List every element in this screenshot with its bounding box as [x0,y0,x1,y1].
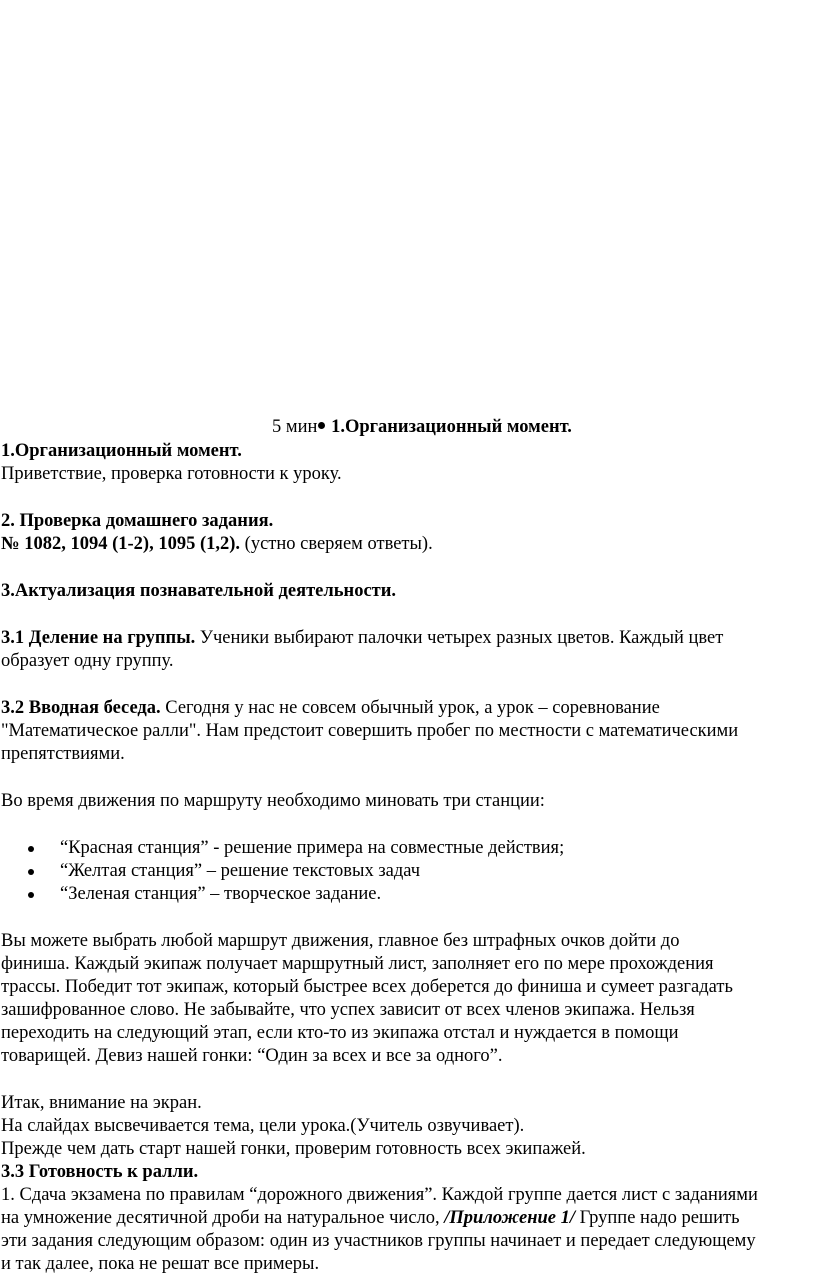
rules-line: трассы. Победит тот экипаж, который быстрее всех доберется до финиша и сумеет разгадать [1,977,733,997]
homework-note: (устно сверяем ответы). [240,534,433,554]
document-body [1,416,815,1276]
rules-line: переходить на следующий этап, если кто-то из экипажа отстал и нуждается в помощи [1,1023,679,1043]
stage-duration: 5 мин [272,417,318,437]
readiness-line1: 1. Сдача экзамена по правилам “дорожного движения”. Каждой группе дается лист с заданиями [1,1185,758,1205]
readiness-line3: эти задания следующим образом: один из участников группы начинает и передает следующему [1,1231,756,1251]
lesson-stage-header [1,416,815,439]
section-org-heading: 1.Организационный момент. [1,441,242,461]
screen-line1: Итак, внимание на экран. [1,1093,202,1113]
section-intro-line3: препятствиями. [1,744,125,764]
bullet-icon [28,869,34,875]
section-intro-line1: 3.2 Вводная беседа. Сегодня у нас не совсем обычный урок, а урок – соревнование [1,698,660,718]
list-item: “Красная станция” - решение примера на совместные действия; [27,837,815,860]
section-groups-line2: образует одну группу. [1,651,174,671]
section-homework-text [1,533,815,556]
section-groups-line1: 3.1 Деление на группы. Ученики выбирают палочки четырех разных цветов. Каждый цвет [1,628,724,648]
readiness-line2: на умножение десятичной дроби на натуральное число, /Приложение 1/ Группе надо решить [1,1208,740,1228]
bullet-icon [318,422,325,429]
intro-heading: 3.2 Вводная беседа. [1,698,161,718]
screen-line3: Прежде чем дать старт нашей гонки, проверим готовность всех экипажей. [1,1139,586,1159]
stations-list [1,837,815,906]
homework-numbers: № 1082, 1094 (1-2), 1095 (1,2). [1,534,241,554]
bullet-icon [28,892,34,898]
list-item: “Зеленая станция” – творческое задание. [27,883,815,906]
appendix-reference: /Приложение 1/ [444,1208,575,1228]
rules-line: зашифрованное слово. Не забывайте, что успех зависит от всех членов экипажа. Нельзя [1,1000,695,1020]
screen-line2: На слайдах высвечивается тема, цели урока.(Учитель озвучивает). [1,1116,525,1136]
groups-heading: 3.1 Деление на группы. [1,628,196,648]
bullet-icon [28,846,34,852]
section-org-text: Приветствие, проверка готовности к уроку. [1,464,342,484]
rules-line: товарищей. Девиз нашей гонки: “Один за всех и все за одного”. [1,1046,503,1066]
readiness-line4: и так далее, пока не решат все примеры. [1,1254,320,1274]
section-readiness-heading: 3.3 Готовность к ралли. [1,1162,199,1182]
section-actualization-heading: 3.Актуализация познавательной деятельности. [1,581,397,601]
rules-line: Вы можете выбрать любой маршрут движения, главное без штрафных очков дойти до [1,931,680,951]
list-item: “Желтая станция” – решение текстовых задач [27,860,815,883]
section-intro-line2: "Математическое ралли". Нам предстоит совершить пробег по местности с математическими [1,721,739,741]
section-homework-heading: 2. Проверка домашнего задания. [1,511,274,531]
section-route-text: Во время движения по маршруту необходимо миновать три станции: [1,791,545,811]
rules-line: финиша. Каждый экипаж получает маршрутный лист, заполняет его по мере прохождения [1,954,714,974]
section-rules [1,930,815,1068]
stage-title: 1.Организационный момент. [331,417,572,437]
